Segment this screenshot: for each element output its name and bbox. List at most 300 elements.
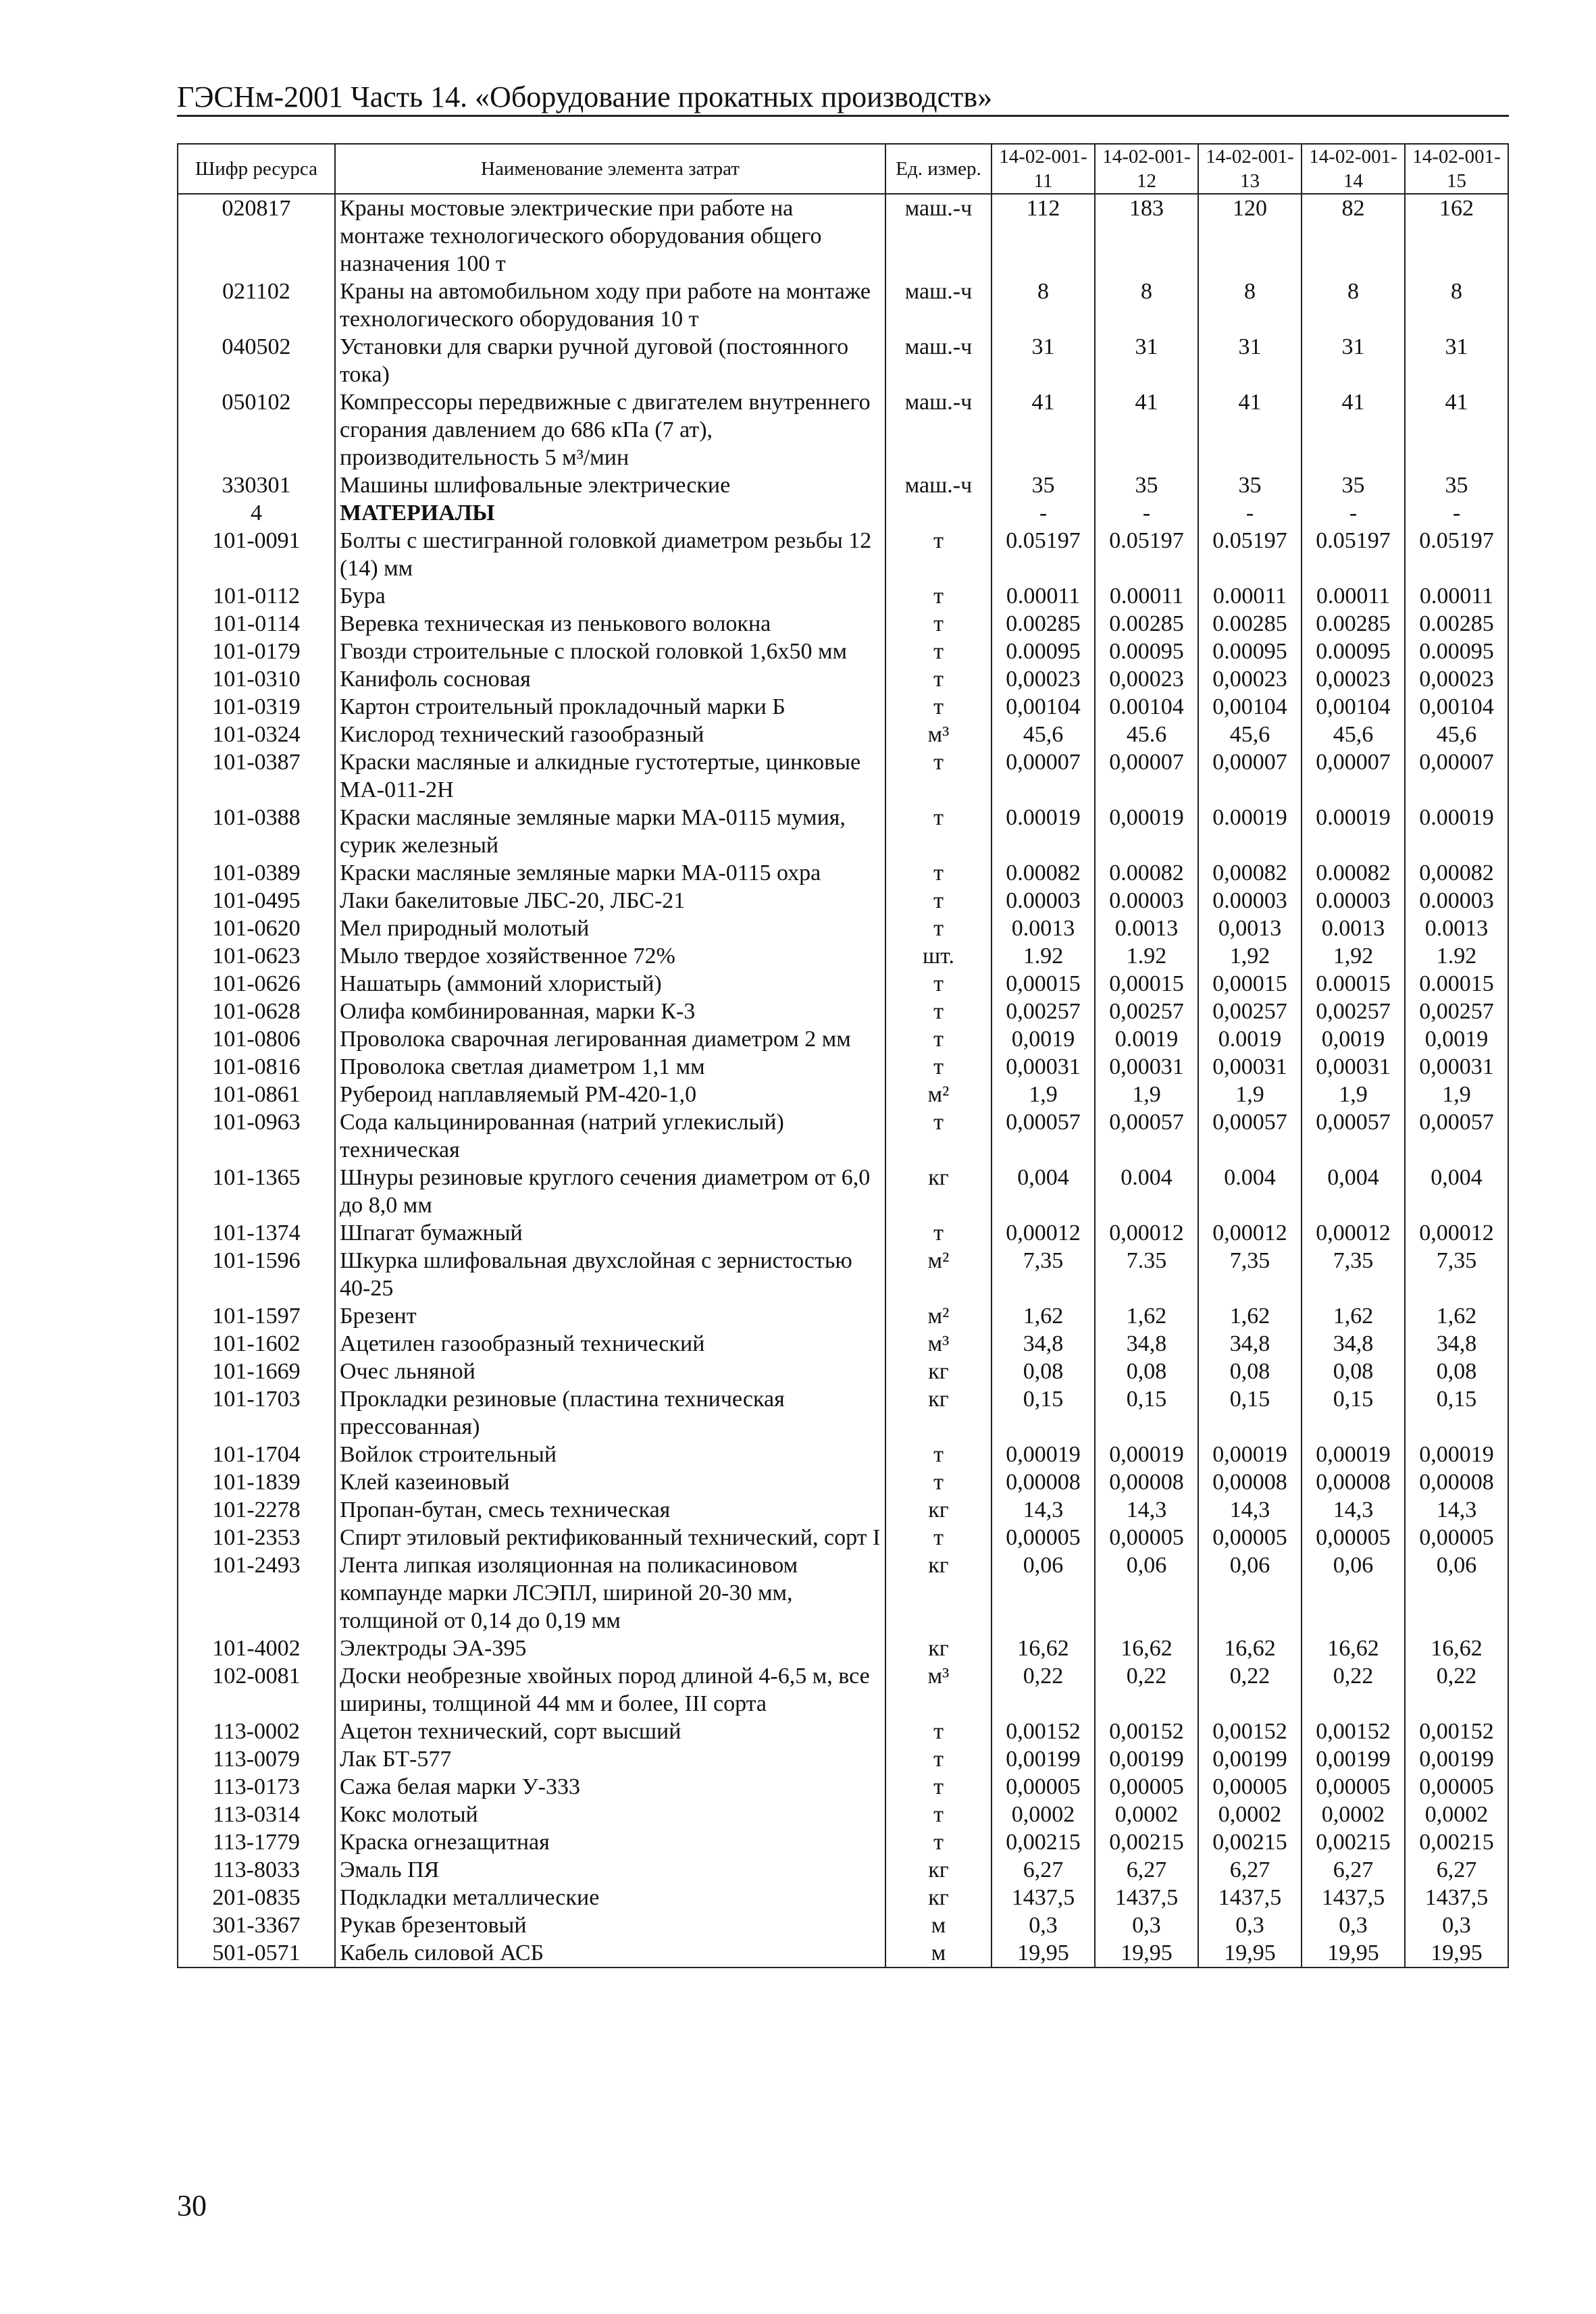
- cell-value: 0,00057: [1405, 1108, 1508, 1164]
- cell-name: Лента липкая изоляционная на поликасиновом компаунде марки ЛСЭПЛ, шириной 20-30 мм, толщиной от 0,14 до 0,19 мм: [335, 1551, 885, 1635]
- cell-code: 4: [178, 499, 335, 527]
- cell-value: 0,06: [1302, 1551, 1405, 1635]
- cell-value: 0.00011: [1198, 582, 1302, 610]
- cell-code: 101-0620: [178, 915, 335, 942]
- cell-value: 0,00031: [1095, 1053, 1198, 1081]
- cell-value: 0,00023: [1405, 665, 1508, 693]
- table-row: [178, 1524, 1508, 1551]
- cell-unit: т: [885, 693, 992, 721]
- cell-value: 0,004: [1405, 1164, 1508, 1219]
- cell-value: 0,00152: [1302, 1718, 1405, 1745]
- cell-code: 101-0091: [178, 527, 335, 582]
- cell-value: 0,00005: [1302, 1773, 1405, 1801]
- cell-name: Установки для сварки ручной дуговой (постоянного тока): [335, 333, 885, 388]
- cell-value: 8: [1302, 278, 1405, 333]
- cell-name: Подкладки металлические: [335, 1884, 885, 1911]
- cell-value: 0,22: [1302, 1662, 1405, 1718]
- cell-name: Гвозди строительные с плоской головкой 1,6х50 мм: [335, 638, 885, 665]
- cell-value: 0.00003: [1405, 887, 1508, 915]
- cell-value: 16,62: [1198, 1635, 1302, 1662]
- table-row: [178, 194, 1508, 278]
- cell-value: -: [992, 499, 1095, 527]
- cell-value: 0,00257: [1198, 998, 1302, 1025]
- cell-unit: т: [885, 859, 992, 887]
- cell-name: Сода кальцинированная (натрий углекислый) техническая: [335, 1108, 885, 1164]
- cell-value: 0,00008: [1095, 1468, 1198, 1496]
- cell-value: 1437,5: [1198, 1884, 1302, 1911]
- cell-code: 101-0963: [178, 1108, 335, 1164]
- cell-unit: кг: [885, 1635, 992, 1662]
- cell-value: 0,00031: [992, 1053, 1095, 1081]
- cell-value: 0,00031: [1302, 1053, 1405, 1081]
- cell-value: 41: [1302, 388, 1405, 471]
- table-row: [178, 1939, 1508, 1968]
- col-header-rate-13: 14-02-001-13: [1198, 144, 1302, 194]
- cell-code: 101-1597: [178, 1302, 335, 1330]
- cell-value: 0.00011: [1302, 582, 1405, 610]
- cell-value: 19,95: [1198, 1939, 1302, 1968]
- cell-value: 0,00023: [1302, 665, 1405, 693]
- col-header-rate-11: 14-02-001-11: [992, 144, 1095, 194]
- cell-value: 0.00019: [992, 804, 1095, 859]
- cell-unit: т: [885, 1025, 992, 1053]
- cell-name: Болты с шестигранной головкой диаметром резьбы 12 (14) мм: [335, 527, 885, 582]
- cell-value: 0.00003: [1095, 887, 1198, 915]
- cell-unit: маш.-ч: [885, 471, 992, 499]
- cell-value: 0,00199: [1405, 1745, 1508, 1773]
- table-row: [178, 1164, 1508, 1219]
- cell-value: 0,00023: [1095, 665, 1198, 693]
- cell-value: 8: [992, 278, 1095, 333]
- cell-value: 1,62: [1198, 1302, 1302, 1330]
- cell-value: 0,00082: [1198, 859, 1302, 887]
- cell-value: 0,00019: [1198, 1441, 1302, 1468]
- cell-value: 0,22: [1198, 1662, 1302, 1718]
- cell-value: 14,3: [1198, 1496, 1302, 1524]
- cell-value: 16,62: [992, 1635, 1095, 1662]
- table-row: [178, 859, 1508, 887]
- cell-name: Кабель силовой АСБ: [335, 1939, 885, 1968]
- cell-value: 0.00082: [992, 859, 1095, 887]
- cell-value: 34,8: [1095, 1330, 1198, 1358]
- cell-unit: т: [885, 887, 992, 915]
- cell-name: Машины шлифовальные электрические: [335, 471, 885, 499]
- table-row: [178, 388, 1508, 471]
- cell-value: 0,22: [992, 1662, 1095, 1718]
- cell-value: 0,00152: [992, 1718, 1095, 1745]
- cell-unit: т: [885, 1468, 992, 1496]
- cell-name: Мыло твердое хозяйственное 72%: [335, 942, 885, 970]
- cell-value: 0,00005: [1198, 1773, 1302, 1801]
- cell-unit: т: [885, 998, 992, 1025]
- cell-value: 0,0002: [1302, 1801, 1405, 1828]
- cell-name: Рубероид наплавляемый РМ-420-1,0: [335, 1081, 885, 1108]
- table-row: [178, 1358, 1508, 1385]
- cell-code: 101-2493: [178, 1551, 335, 1635]
- cell-value: 8: [1198, 278, 1302, 333]
- table-row: [178, 1081, 1508, 1108]
- cell-name: Шпагат бумажный: [335, 1219, 885, 1247]
- cell-value: 0,00199: [1302, 1745, 1405, 1773]
- table-row: [178, 610, 1508, 638]
- cell-name: Краски масляные и алкидные густотертые, цинковые МА-011-2Н: [335, 748, 885, 804]
- cell-name: Очес льняной: [335, 1358, 885, 1385]
- table-row: [178, 1745, 1508, 1773]
- cell-value: 0.00011: [992, 582, 1095, 610]
- cell-value: 45,6: [1405, 721, 1508, 748]
- cell-value: 0,00031: [1405, 1053, 1508, 1081]
- table-row: [178, 887, 1508, 915]
- cell-value: 0,06: [992, 1551, 1095, 1635]
- table-row: [178, 915, 1508, 942]
- cell-value: 1,62: [1095, 1302, 1198, 1330]
- cell-value: 0,00012: [1405, 1219, 1508, 1247]
- table-row: [178, 527, 1508, 582]
- table-row: [178, 1025, 1508, 1053]
- cell-name: Шнуры резиновые круглого сечения диаметром от 6,0 до 8,0 мм: [335, 1164, 885, 1219]
- table-row: [178, 693, 1508, 721]
- cell-value: 0.0013: [1405, 915, 1508, 942]
- cell-value: 0.05197: [1095, 527, 1198, 582]
- cell-unit: т: [885, 1828, 992, 1856]
- cell-value: 183: [1095, 194, 1198, 278]
- cell-value: 0,00215: [1302, 1828, 1405, 1856]
- cell-code: 113-1779: [178, 1828, 335, 1856]
- cell-unit: т: [885, 1773, 992, 1801]
- cell-code: 101-0112: [178, 582, 335, 610]
- table-row: [178, 471, 1508, 499]
- cell-value: 0,00215: [992, 1828, 1095, 1856]
- cell-value: -: [1095, 499, 1198, 527]
- cell-value: 34,8: [992, 1330, 1095, 1358]
- table-row: [178, 638, 1508, 665]
- cell-unit: маш.-ч: [885, 194, 992, 278]
- cell-unit: т: [885, 1745, 992, 1773]
- cell-name: Брезент: [335, 1302, 885, 1330]
- cell-value: 6,27: [992, 1856, 1095, 1884]
- cell-value: 0,00215: [1095, 1828, 1198, 1856]
- cell-unit: шт.: [885, 942, 992, 970]
- cell-value: 34,8: [1405, 1330, 1508, 1358]
- cell-value: 0,00008: [1302, 1468, 1405, 1496]
- cell-value: 0.00003: [992, 887, 1095, 915]
- cell-value: 0,00019: [992, 1441, 1095, 1468]
- cell-name: Краны на автомобильном ходу при работе на монтаже технологического оборудования 10 т: [335, 278, 885, 333]
- cell-code: 101-1704: [178, 1441, 335, 1468]
- cell-code: 301-3367: [178, 1911, 335, 1939]
- cell-value: 0,0019: [1405, 1025, 1508, 1053]
- cell-code: 101-2278: [178, 1496, 335, 1524]
- cell-value: 31: [1405, 333, 1508, 388]
- cell-value: 0,00005: [1405, 1773, 1508, 1801]
- cell-value: 0,00257: [992, 998, 1095, 1025]
- cell-value: 0,00008: [1198, 1468, 1302, 1496]
- cell-name: Спирт этиловый ректификованный технический, сорт I: [335, 1524, 885, 1551]
- cell-code: 113-0314: [178, 1801, 335, 1828]
- cell-value: 0,00104: [1405, 693, 1508, 721]
- cell-name: Канифоль сосновая: [335, 665, 885, 693]
- cell-value: 0,00007: [1198, 748, 1302, 804]
- cell-value: 0,0019: [1302, 1025, 1405, 1053]
- table-row: [178, 804, 1508, 859]
- cell-value: 0,3: [1405, 1911, 1508, 1939]
- cell-value: 31: [1095, 333, 1198, 388]
- cell-value: 19,95: [1095, 1939, 1198, 1968]
- cell-value: 1,9: [1405, 1081, 1508, 1108]
- cell-unit: кг: [885, 1856, 992, 1884]
- cell-value: 31: [1198, 333, 1302, 388]
- cell-unit: м²: [885, 1247, 992, 1302]
- cell-value: 0,22: [1405, 1662, 1508, 1718]
- cell-value: 45,6: [1198, 721, 1302, 748]
- cell-unit: м²: [885, 1081, 992, 1108]
- cell-value: 0,22: [1095, 1662, 1198, 1718]
- cell-name: Ацетилен газообразный технический: [335, 1330, 885, 1358]
- cell-value: 0,00057: [1095, 1108, 1198, 1164]
- cell-value: 41: [1198, 388, 1302, 471]
- section-row: [178, 499, 1508, 527]
- cell-value: 19,95: [1302, 1939, 1405, 1968]
- cell-value: 0,06: [1095, 1551, 1198, 1635]
- cell-unit: кг: [885, 1496, 992, 1524]
- col-header-rate-14: 14-02-001-14: [1302, 144, 1405, 194]
- cell-value: 0.05197: [1302, 527, 1405, 582]
- cell-value: -: [1405, 499, 1508, 527]
- cell-value: 0,15: [992, 1385, 1095, 1441]
- cell-value: 0,00104: [992, 693, 1095, 721]
- cell-value: 0.00082: [1302, 859, 1405, 887]
- cell-code: 102-0081: [178, 1662, 335, 1718]
- cell-value: 0.00285: [1198, 610, 1302, 638]
- cell-unit: м: [885, 1939, 992, 1968]
- cell-value: 1437,5: [1405, 1884, 1508, 1911]
- table-row: [178, 748, 1508, 804]
- cell-value: 0,00015: [992, 970, 1095, 998]
- cell-code: 101-1839: [178, 1468, 335, 1496]
- cell-value: 112: [992, 194, 1095, 278]
- cell-value: 0,00005: [1302, 1524, 1405, 1551]
- cell-code: 101-0861: [178, 1081, 335, 1108]
- cell-unit: т: [885, 665, 992, 693]
- table-row: [178, 665, 1508, 693]
- cell-value: 1,62: [992, 1302, 1095, 1330]
- cell-name: Прокладки резиновые (пластина техническая прессованная): [335, 1385, 885, 1441]
- cell-unit: т: [885, 638, 992, 665]
- cell-value: 0,00005: [1095, 1524, 1198, 1551]
- cell-value: 0,00031: [1198, 1053, 1302, 1081]
- cell-name: Краны мостовые электрические при работе на монтаже технологического оборудования общего назначения 100 т: [335, 194, 885, 278]
- cell-unit: кг: [885, 1358, 992, 1385]
- cell-value: 0,00012: [992, 1219, 1095, 1247]
- cell-value: 0,0013: [1198, 915, 1302, 942]
- cell-value: 0,15: [1095, 1385, 1198, 1441]
- cell-name: Проволока сварочная легированная диаметром 2 мм: [335, 1025, 885, 1053]
- cell-value: 0.00015: [1302, 970, 1405, 998]
- page-header: ГЭСНм-2001 Часть 14. «Оборудование прокатных производств»: [177, 80, 993, 113]
- cell-name: Пропан-бутан, смесь техническая: [335, 1496, 885, 1524]
- cell-value: 0,00057: [1198, 1108, 1302, 1164]
- cell-value: 1,92: [1302, 942, 1405, 970]
- cell-name: Шкурка шлифовальная двухслойная с зернистостью 40-25: [335, 1247, 885, 1302]
- cell-code: 101-0389: [178, 859, 335, 887]
- cell-value: 0,00152: [1198, 1718, 1302, 1745]
- cell-value: 0,00015: [1095, 970, 1198, 998]
- cell-name: Ацетон технический, сорт высший: [335, 1718, 885, 1745]
- table-row: [178, 1773, 1508, 1801]
- cell-unit: м³: [885, 721, 992, 748]
- cell-name: Войлок строительный: [335, 1441, 885, 1468]
- header-rule: [177, 115, 1509, 117]
- cell-name: Лаки бакелитовые ЛБС-20, ЛБС-21: [335, 887, 885, 915]
- cell-value: 0,0002: [1198, 1801, 1302, 1828]
- cell-code: 101-1602: [178, 1330, 335, 1358]
- cell-unit: [885, 499, 992, 527]
- cell-value: 6,27: [1302, 1856, 1405, 1884]
- cell-unit: м: [885, 1911, 992, 1939]
- cell-value: 0.004: [1198, 1164, 1302, 1219]
- cell-value: 41: [1095, 388, 1198, 471]
- cell-value: 0,3: [992, 1911, 1095, 1939]
- cell-name: Эмаль ПЯ: [335, 1856, 885, 1884]
- cell-value: 0,00019: [1405, 1441, 1508, 1468]
- cell-code: 201-0835: [178, 1884, 335, 1911]
- cell-value: 0,00257: [1302, 998, 1405, 1025]
- cell-value: 35: [1095, 471, 1198, 499]
- cell-value: 0.00019: [1302, 804, 1405, 859]
- cell-value: 0,00199: [1095, 1745, 1198, 1773]
- cell-unit: м³: [885, 1330, 992, 1358]
- cell-name: Кокс молотый: [335, 1801, 885, 1828]
- cell-unit: т: [885, 610, 992, 638]
- cell-value: 7,35: [1405, 1247, 1508, 1302]
- cell-unit: т: [885, 1441, 992, 1468]
- cell-value: 0,00007: [1405, 748, 1508, 804]
- cell-unit: т: [885, 1053, 992, 1081]
- cell-code: 101-1669: [178, 1358, 335, 1385]
- cell-value: 1,92: [1198, 942, 1302, 970]
- cell-value: 0,00012: [1095, 1219, 1198, 1247]
- cell-code: 113-0173: [178, 1773, 335, 1801]
- cell-value: 0,00199: [992, 1745, 1095, 1773]
- cell-code: 101-1365: [178, 1164, 335, 1219]
- cell-value: 0,08: [1405, 1358, 1508, 1385]
- cell-value: 0,3: [1198, 1911, 1302, 1939]
- cell-code: 101-0179: [178, 638, 335, 665]
- cell-value: 1437,5: [992, 1884, 1095, 1911]
- cell-value: 0.00095: [1405, 638, 1508, 665]
- cell-code: 101-2353: [178, 1524, 335, 1551]
- cell-name: Краски масляные земляные марки МА-0115 мумия, сурик железный: [335, 804, 885, 859]
- cell-value: 0.00003: [1198, 887, 1302, 915]
- cell-value: 35: [1405, 471, 1508, 499]
- cell-value: 45,6: [992, 721, 1095, 748]
- cell-value: 0,00215: [1405, 1828, 1508, 1856]
- cell-unit: м²: [885, 1302, 992, 1330]
- cell-value: 0,0002: [992, 1801, 1095, 1828]
- cell-unit: т: [885, 1524, 992, 1551]
- cell-value: 0,004: [1302, 1164, 1405, 1219]
- cell-code: 113-0079: [178, 1745, 335, 1773]
- table-row: [178, 1551, 1508, 1635]
- cell-name: Электроды ЭА-395: [335, 1635, 885, 1662]
- cell-code: 021102: [178, 278, 335, 333]
- cell-value: 162: [1405, 194, 1508, 278]
- cell-value: 0.004: [1095, 1164, 1198, 1219]
- cell-value: 7,35: [992, 1247, 1095, 1302]
- cell-value: 1437,5: [1095, 1884, 1198, 1911]
- cell-code: 101-0495: [178, 887, 335, 915]
- cell-code: 501-0571: [178, 1939, 335, 1968]
- cell-unit: маш.-ч: [885, 278, 992, 333]
- table-row: [178, 333, 1508, 388]
- cell-value: 0.00095: [1302, 638, 1405, 665]
- table-row: [178, 278, 1508, 333]
- cell-code: 101-0324: [178, 721, 335, 748]
- col-header-code: Шифр ресурса: [178, 144, 335, 194]
- table-row: [178, 1053, 1508, 1081]
- cell-unit: т: [885, 1108, 992, 1164]
- cell-value: 0.05197: [1198, 527, 1302, 582]
- cell-name: Клей казеиновый: [335, 1468, 885, 1496]
- cell-value: 0,00023: [992, 665, 1095, 693]
- cell-unit: маш.-ч: [885, 333, 992, 388]
- cell-name: Краска огнезащитная: [335, 1828, 885, 1856]
- cell-value: 7,35: [1198, 1247, 1302, 1302]
- cell-value: 1.92: [1095, 942, 1198, 970]
- cell-value: 0,0002: [1405, 1801, 1508, 1828]
- cell-value: 0,0019: [992, 1025, 1095, 1053]
- cell-name: Проволока светлая диаметром 1,1 мм: [335, 1053, 885, 1081]
- cell-name: Олифа комбинированная, марки К-3: [335, 998, 885, 1025]
- cell-value: 0.00003: [1302, 887, 1405, 915]
- cell-code: 050102: [178, 388, 335, 471]
- cell-value: 0.0019: [1095, 1025, 1198, 1053]
- cell-value: 14,3: [1405, 1496, 1508, 1524]
- cell-name: Картон строительный прокладочный марки Б: [335, 693, 885, 721]
- cell-code: 330301: [178, 471, 335, 499]
- cell-value: 0,00199: [1198, 1745, 1302, 1773]
- cell-value: 0,00104: [1198, 693, 1302, 721]
- cell-value: 16,62: [1405, 1635, 1508, 1662]
- col-header-name: Наименование элемента затрат: [335, 144, 885, 194]
- cell-value: 41: [1405, 388, 1508, 471]
- cell-value: 0,00257: [1095, 998, 1198, 1025]
- cell-unit: кг: [885, 1551, 992, 1635]
- cell-value: 0.0013: [992, 915, 1095, 942]
- cell-value: 0,00152: [1095, 1718, 1198, 1745]
- cell-code: 113-0002: [178, 1718, 335, 1745]
- resource-table: [177, 143, 1509, 1968]
- table-row: [178, 582, 1508, 610]
- cell-value: 1,9: [1198, 1081, 1302, 1108]
- cell-value: 0,00005: [1198, 1524, 1302, 1551]
- table-row: [178, 1219, 1508, 1247]
- cell-value: 0,3: [1095, 1911, 1198, 1939]
- cell-value: 14,3: [1095, 1496, 1198, 1524]
- cell-value: 0.00095: [992, 638, 1095, 665]
- cell-value: 16,62: [1302, 1635, 1405, 1662]
- cell-unit: т: [885, 527, 992, 582]
- cell-value: -: [1302, 499, 1405, 527]
- col-header-unit: Ед. измер.: [885, 144, 992, 194]
- cell-value: 1,9: [992, 1081, 1095, 1108]
- page-number: 30: [177, 2189, 207, 2222]
- cell-value: 0.00015: [1405, 970, 1508, 998]
- cell-value: 0,00057: [1302, 1108, 1405, 1164]
- cell-value: 0.00285: [1302, 610, 1405, 638]
- table-row: [178, 1801, 1508, 1828]
- cell-value: 0,08: [1302, 1358, 1405, 1385]
